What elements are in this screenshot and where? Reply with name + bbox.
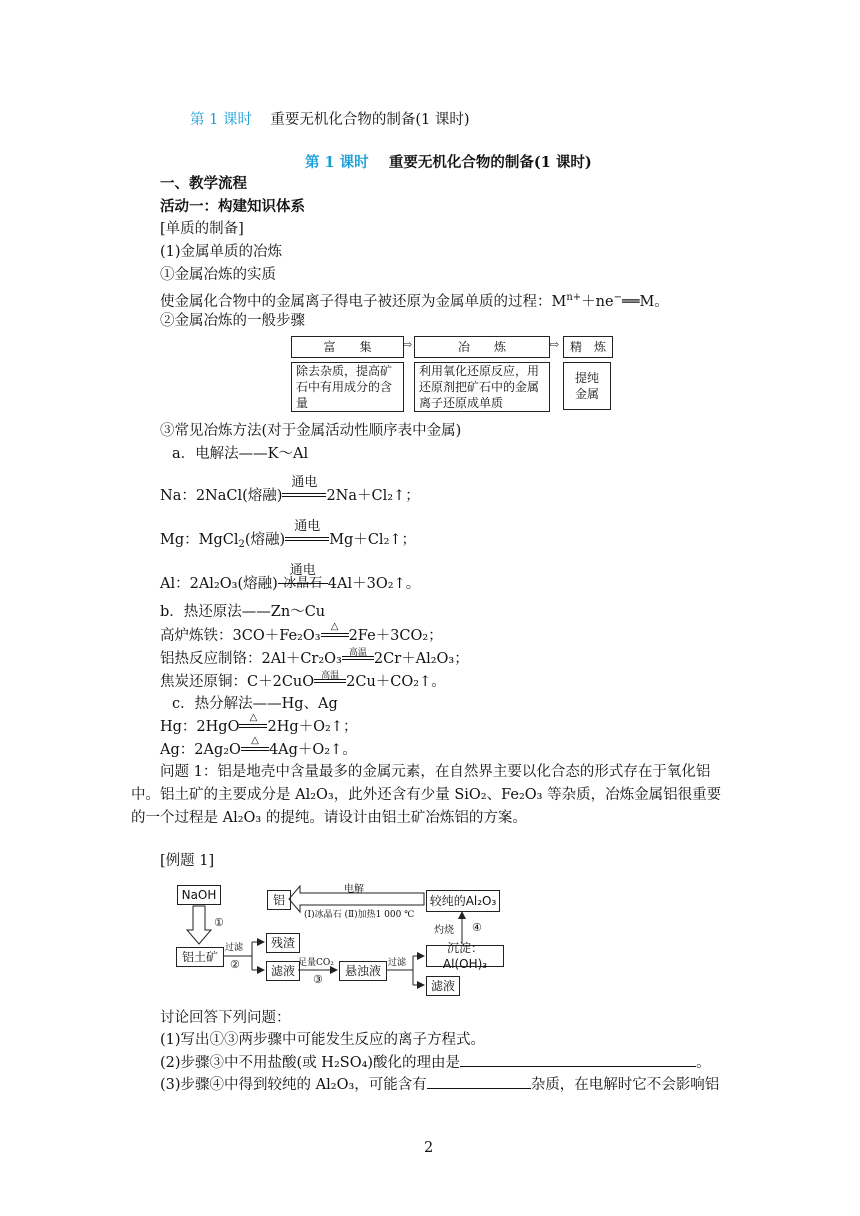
page-number: 2 (424, 1140, 434, 1156)
electrolysis-condition: (Ⅰ)冰晶石 (Ⅱ)加热1 000 ℃ (304, 910, 415, 920)
products: Mg＋Cl₂↑； (329, 532, 417, 548)
text-line: 讨论回答下列问题： (160, 1010, 291, 1026)
text: ＋ne (581, 294, 614, 310)
text-line: a．电解法——K～Al (172, 446, 309, 462)
naoh-box: NaOH (177, 885, 221, 905)
filtrate2-box: 滤液 (426, 976, 460, 996)
superscript: n+ (566, 292, 582, 303)
residue-box: 残渣 (266, 933, 300, 953)
answer-blank[interactable] (427, 1076, 531, 1089)
reactants: Hg：2HgO (160, 719, 240, 735)
products: 2Fe＋3CO₂； (348, 628, 443, 644)
example-label: [例题 1] (160, 853, 215, 869)
products: 4Al＋3O₂↑。 (327, 576, 421, 592)
ore-box: 铝土矿 (176, 947, 224, 967)
text-line: (1)金属单质的冶炼 (160, 244, 283, 260)
reactants: Na：2NaCl(熔融) (160, 488, 283, 504)
arrow-icon: ⇨ (403, 338, 413, 351)
filtrate-box: 滤液 (266, 961, 300, 981)
step-header-refine: 精 炼 (563, 336, 613, 358)
problem-text: 中。铝土矿的主要成分是 Al₂O₃，此外还含有少量 SiO₂、Fe₂O₃ 等杂质，冶炼金属铝很重要 (131, 787, 722, 803)
condition: 高温 (321, 671, 340, 681)
step-3-label: ③ (313, 973, 323, 986)
text-line: c．热分解法——Hg、Ag (172, 696, 338, 712)
section-heading: 一、教学流程 (160, 175, 247, 192)
precipitate-box: 沉淀：Al(OH)₃ (426, 945, 504, 967)
condition: △ (330, 621, 339, 632)
header-title: 重要无机化合物的制备(1 课时) (270, 112, 470, 128)
reactants: 焦炭还原铜：C＋2CuO (160, 674, 315, 690)
aluminum-box: 铝 (267, 890, 291, 910)
text: 使金属化合物中的金属离子得电子被还原为金属单质的过程：M (160, 294, 567, 310)
step-2-label: ② (230, 958, 240, 971)
reactants: Al：2Al₂O₃(熔融) (160, 576, 278, 592)
products: 2Hg＋O₂↑； (267, 719, 358, 735)
pure-alumina-box: 较纯的Al₂O₃ (426, 890, 500, 912)
reactants: Mg：MgCl (160, 532, 239, 548)
problem-text: 的一个过程是 Al₂O₃ 的提纯。请设计由铝土矿冶炼铝的方案。 (131, 810, 527, 826)
condition: 冰晶石 (283, 576, 323, 591)
step-body-smelt: 利用氧化还原反应，用还原剂把矿石中的金属离子还原成单质 (414, 362, 550, 412)
step-header-smelt: 冶 炼 (414, 336, 550, 358)
condition: 通电 (289, 563, 316, 578)
electrolysis-label: 电解 (344, 884, 364, 895)
step-header-enrich: 富 集 (291, 336, 404, 358)
text: ══M。 (622, 294, 669, 310)
question-2 (160, 1053, 711, 1073)
filter2-label: 过滤 (388, 958, 407, 968)
arrow-icon: ⇨ (550, 338, 560, 351)
problem-text: 问题 1：铝是地壳中含量最多的金属元素，在自然界主要以化合态的形式存在于氧化铝 (160, 764, 711, 780)
text-line: ①金属冶炼的实质 (160, 267, 276, 283)
reactants: 高炉炼铁：3CO＋Fe₂O₃ (160, 628, 321, 644)
products: 2Cr＋Al₂O₃； (373, 651, 469, 667)
text-line: ③常见冶炼方法(对于金属活动性顺序表中金属) (160, 423, 462, 439)
turbid-box: 悬浊液 (339, 961, 387, 981)
heading-lesson: 第 1 课时 (305, 154, 369, 171)
question-text: (3)步骤④中得到较纯的 Al₂O₃，可能含有 (160, 1077, 427, 1093)
products: 2Cu＋CO₂↑。 (346, 674, 446, 690)
condition: △ (249, 712, 258, 723)
question-1: (1)写出①③两步骤中可能发生反应的离子方程式。 (160, 1032, 486, 1048)
step-4-label: ④ (472, 921, 482, 934)
reactants: (熔融) (244, 532, 286, 548)
question-text: (2)步骤③中不用盐酸(或 H₂SO₄)酸化的理由是 (160, 1055, 461, 1071)
activity-heading: 活动一：构建知识体系 (160, 198, 305, 215)
step-body-refine: 提纯金属 (563, 362, 611, 410)
question-text: 。 (696, 1055, 711, 1071)
products: 4Ag＋O₂↑。 (268, 742, 357, 758)
subheading: [单质的制备] (160, 221, 244, 237)
burn-label: 灼烧 (434, 925, 454, 936)
filter-label: 过滤 (225, 943, 244, 953)
subscript: 2 (238, 539, 245, 550)
reactants: 铝热反应制铬：2Al＋Cr₂O₃ (160, 651, 342, 667)
question-text: 杂质，在电解时它不会影响铝 (530, 1077, 720, 1093)
text-line: ②金属冶炼的一般步骤 (160, 313, 305, 329)
co2-label: 足量CO₂ (298, 958, 334, 968)
reactants: Ag：2Ag₂O (160, 742, 241, 758)
heading-title: 重要无机化合物的制备(1 课时) (388, 154, 592, 171)
answer-blank[interactable] (460, 1054, 696, 1067)
products: 2Na＋Cl₂↑； (326, 488, 420, 504)
text-line: b．热还原法——Zn～Cu (160, 604, 326, 620)
condition: 通电 (294, 519, 321, 534)
condition: 通电 (291, 475, 318, 490)
condition: 高温 (348, 648, 367, 658)
header-lesson: 第 1 课时 (190, 112, 252, 128)
superscript: − (613, 292, 622, 303)
condition: △ (251, 735, 259, 746)
step-body-enrich: 除去杂质，提高矿石中有用成分的含量 (291, 362, 404, 412)
step-1-label: ① (214, 916, 224, 929)
question-3 (160, 1075, 719, 1095)
